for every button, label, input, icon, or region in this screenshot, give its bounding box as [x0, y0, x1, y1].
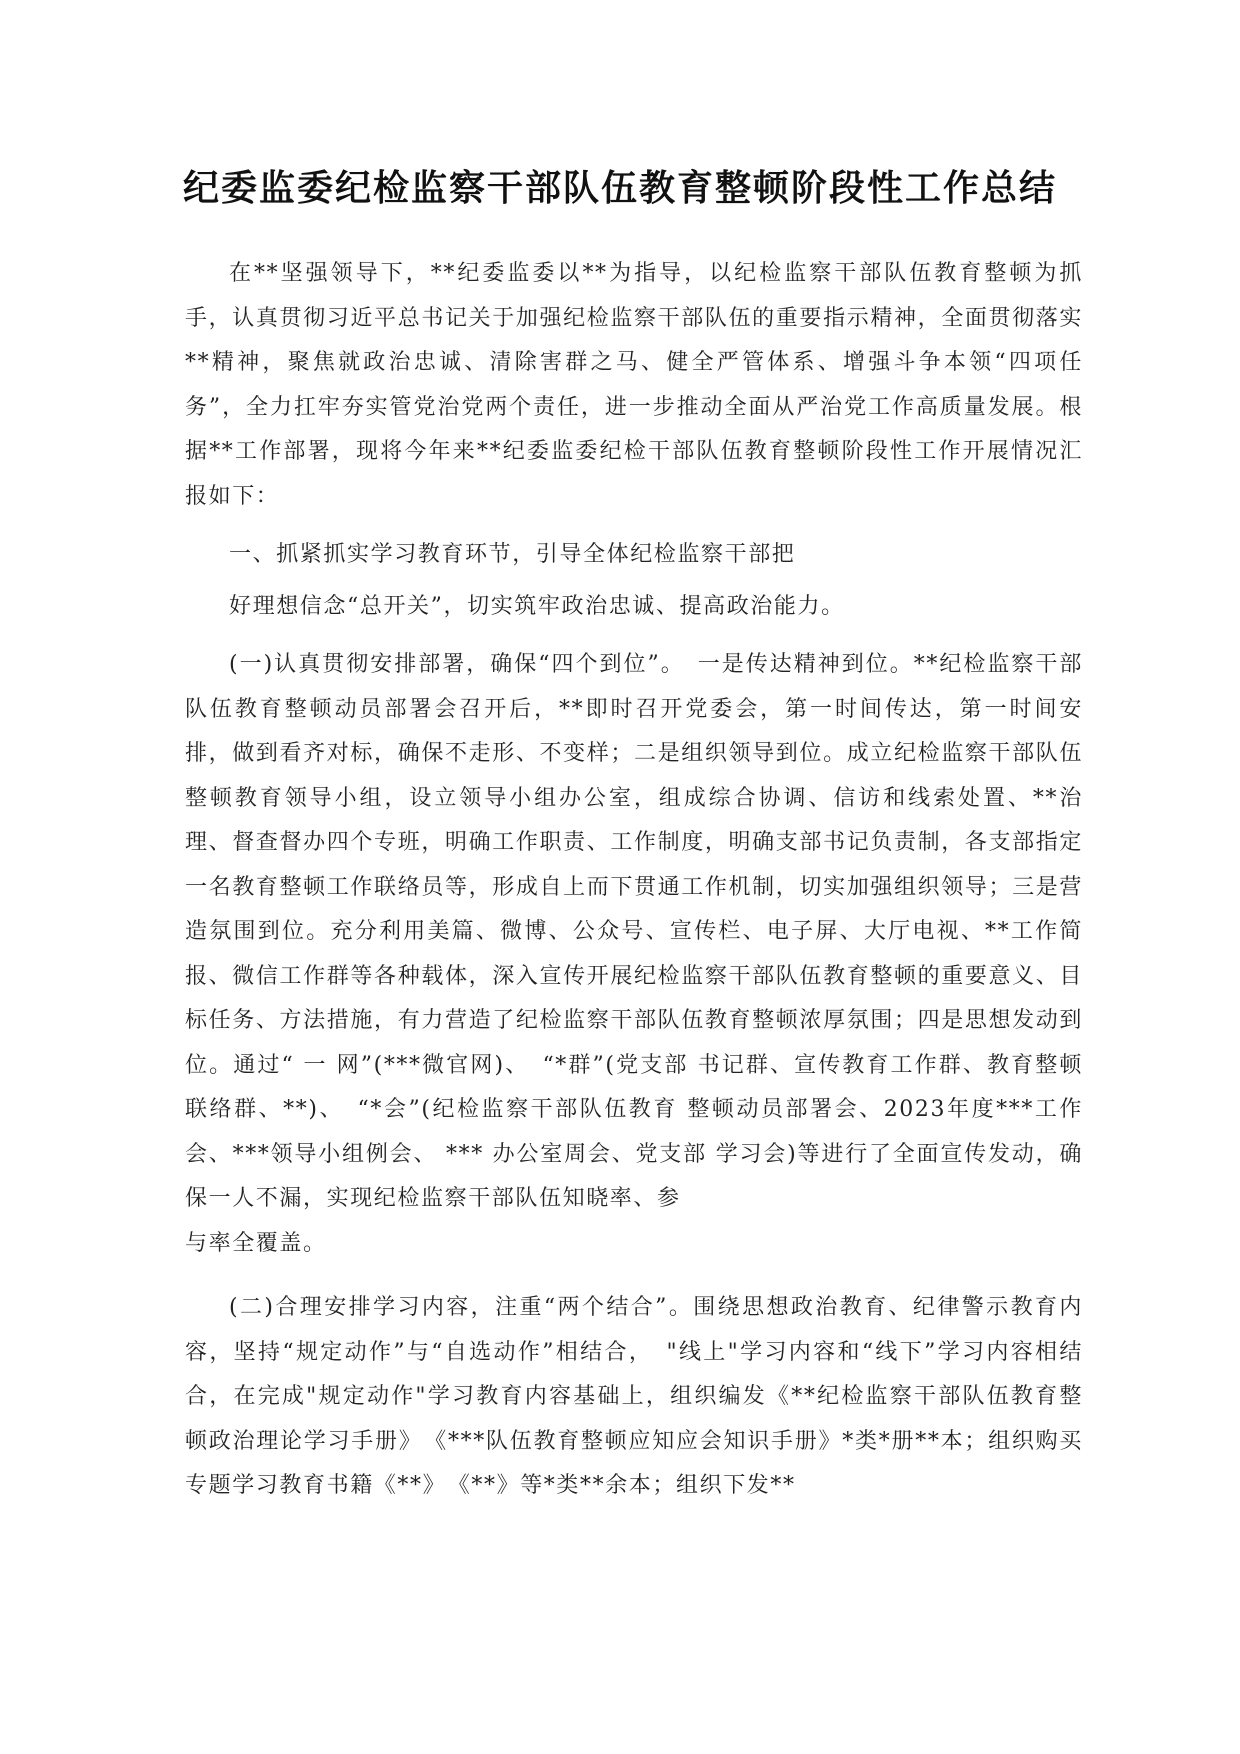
paragraph-subsection-1: (一)认真贯彻安排部署，确保“四个到位”。 一是传达精神到位。**纪检监察干部队伍教育整顿动员部署会召开后，**即时召开党委会，第一时间传达，第一时间安排，做到看齐对标，确保不走形、不变样；二是组织领导到位。成立纪检监察干部队伍整顿教育领导小组，设立领导小组办公室，组成综合协调、信访和线索处置、**治理、督查督办四个专班，明确工作职责、工作制度，明确支部书记负责制，各支部指定一名教育整顿工作联络员等，形成自上而下贯通工作机制，切实加强组织领导；三是营造氛围到位。充分利用美篇、微博、公众号、宣传栏、电子屏、大厅电视、**工作简报、微信工作群等各种载体，深入宣传开展纪检监察干部队伍教育整顿的重要意义、目标任务、方法措施，有力营造了纪检监察干部队伍教育整顿浓厚氛围；四是思想发动到位。通过“ 一 网”(***微官网)、 “*群”(党支部 书记群、宣传教育工作群、教育整顿联络群、**)、 “*会”(纪检监察干部队伍教育 整顿动员部署会、2023年度***工作会、***领导小组例会、 *** 办公室周会、党支部 学习会)等进行了全面宣传发动，确保一人不漏，实现纪检监察干部队伍知晓率、参 [185, 652, 1083, 1211]
section-heading-1-cont: 好理想信念“总开关”，切实筑牢政治忠诚、提高政治能力。 [229, 593, 845, 619]
paragraph-intro: 在**坚强领导下，**纪委监委以**为指导，以纪检监察干部队伍教育整顿为抓手，认真贯彻习近平总书记关于加强纪检监察干部队伍的重要指示精神，全面贯彻落实**精神，聚焦就政治忠诚、清除害群之马、健全严管体系、增强斗争本领“四项任务”，全力扛牢夯实管党治党两个责任，进一步推动全面从严治党工作高质量发展。根据**工作部署，现将今年来**纪委监委纪检干部队伍教育整顿阶段性工作开展情况汇报如下： [185, 261, 1083, 509]
section-heading-1: 一、抓紧抓实学习教育环节，引导全体纪检监察干部把 [229, 542, 796, 567]
document-body [185, 252, 1083, 1509]
paragraph-subsection-2: (二)合理安排学习内容，注重“两个结合”。围绕思想政治教育、纪律警示教育内容，坚持“规定动作”与“自选动作”相结合， "线上"学习内容和“线下”学习内容相结合，在完成"规定动作"学习教育内容基础上，组织编发《**纪检监察干部队伍教育整顿政治理论学习手册》 《***队伍教育整顿应知应会知识手册》*类*册**本；组织购买专题学习教育书籍《**》 《**》等*类**余本；组织下发** [185, 1295, 1083, 1498]
paragraph-subsection-1-end: 与率全覆盖。 [185, 1230, 327, 1256]
document-title: 纪委监委纪检监察干部队伍教育整顿阶段性工作总结 [182, 168, 1057, 209]
